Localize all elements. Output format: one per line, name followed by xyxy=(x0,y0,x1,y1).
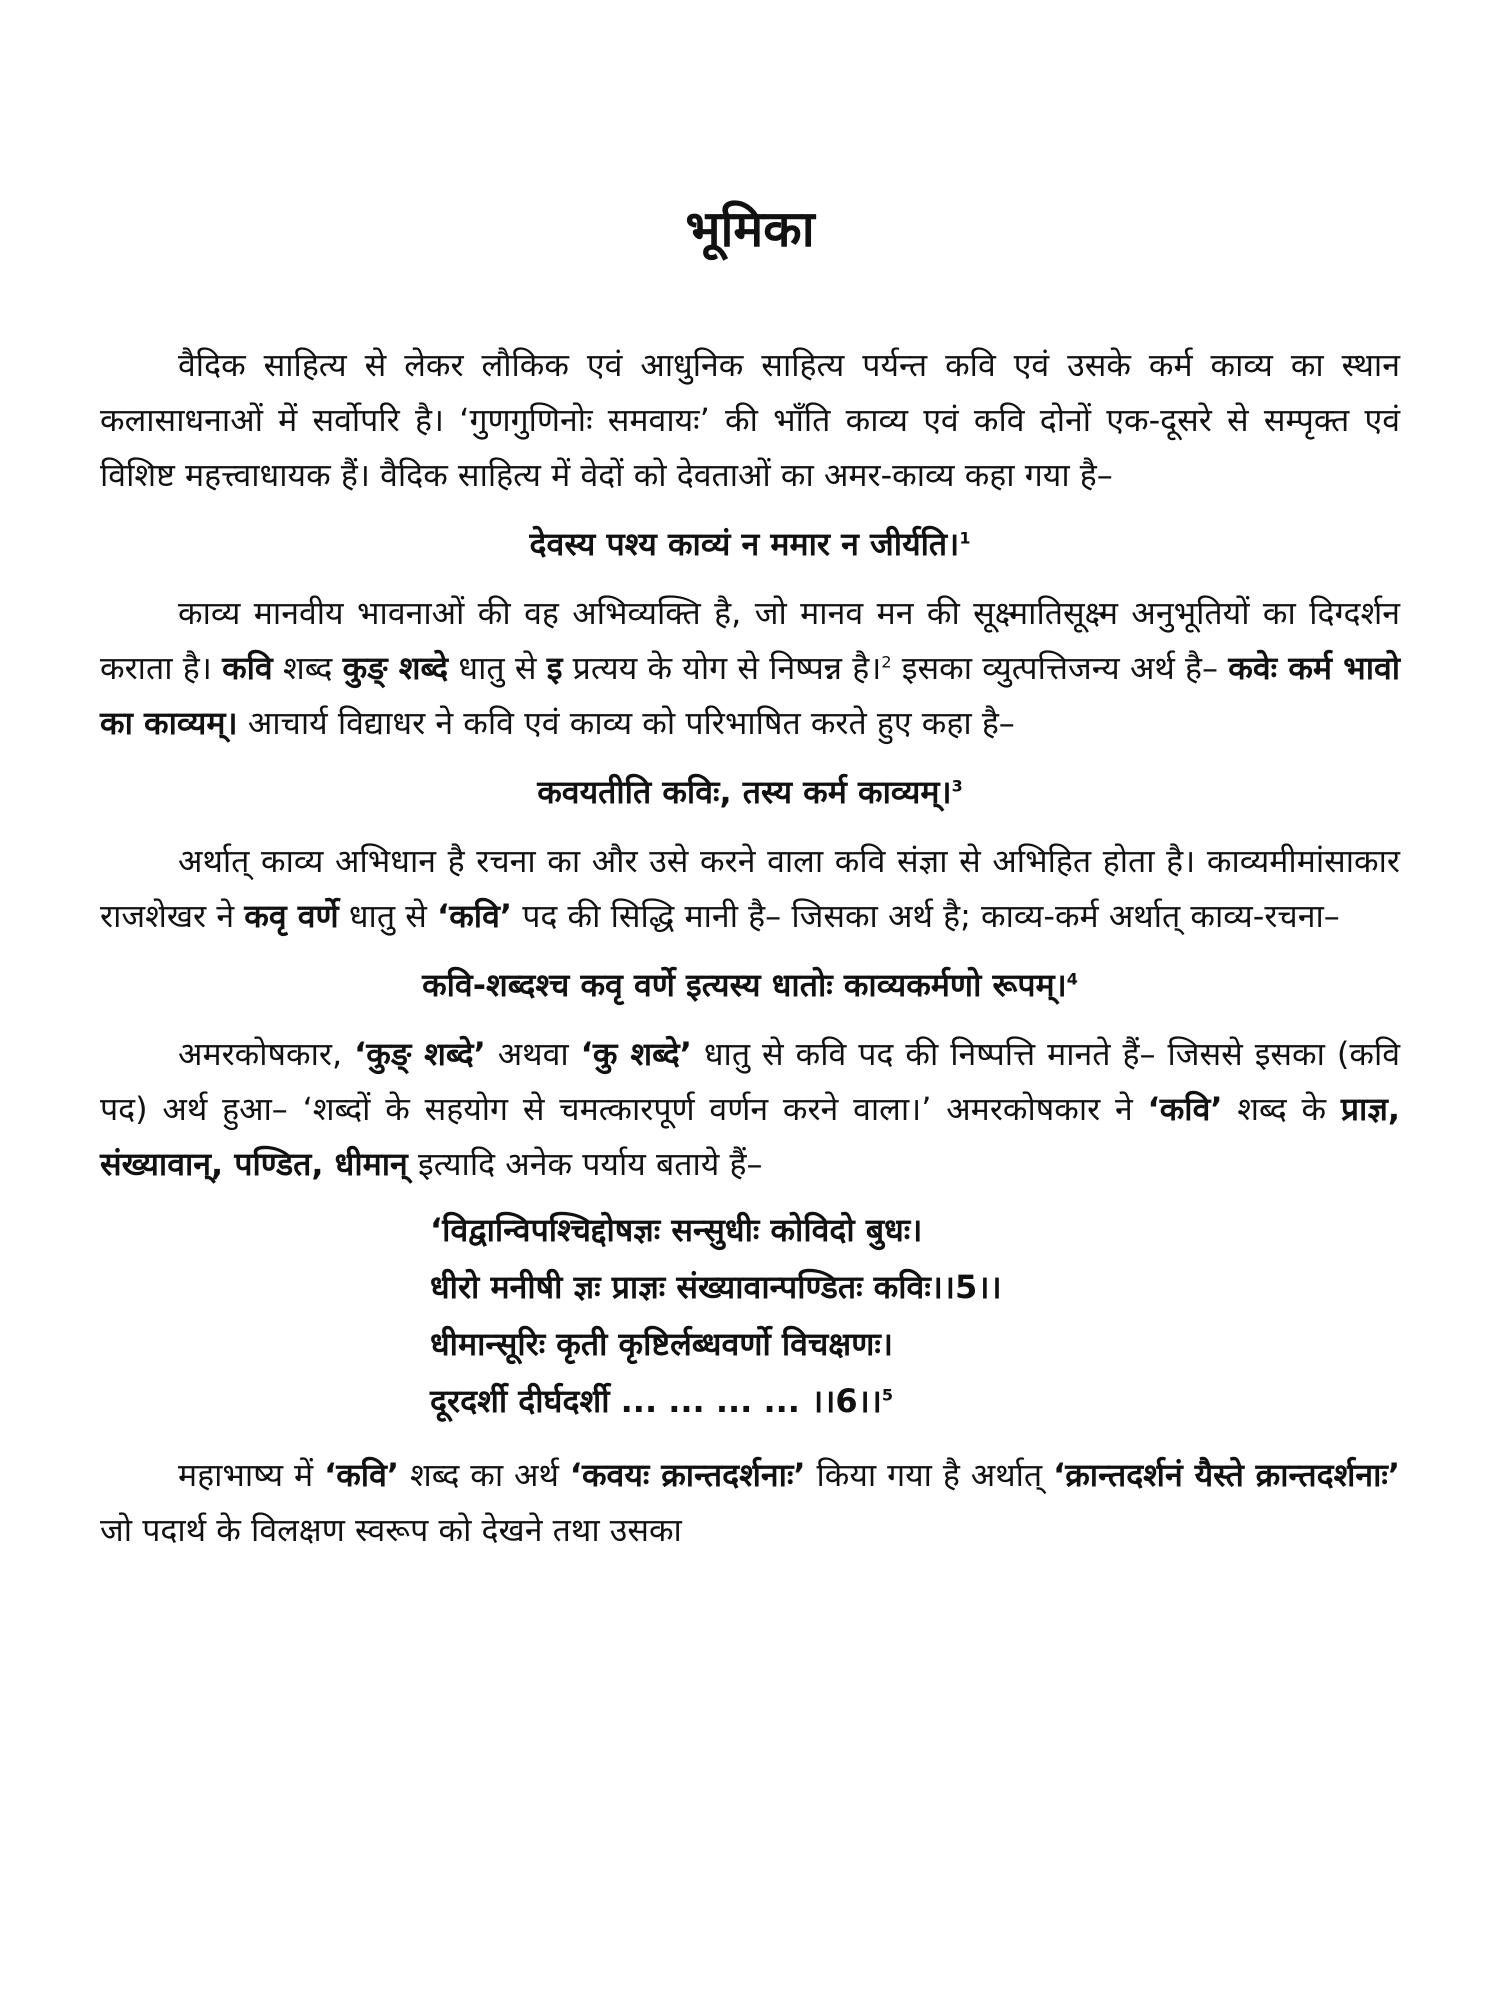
paragraph-5-text: महाभाष्य में xyxy=(178,1456,314,1494)
paragraph-1-text: वैदिक साहित्य से लेकर लौकिक एवं आधुनिक साहित्य पर्यन्त कवि एवं उसके कर्म काव्य का स्थान कलासाधनाओं में सर्वोपरि है। ‘गुणगुणिनोः समवायः’ की भाँति काव्य एवं कवि दोनों एक-दूसरे से सम्पृक्त एवं विशिष्ट महत्त्वाधायक हैं। वैदिक साहित्य में वेदों को देवताओं का अमर-काव्य कहा गया है– xyxy=(100,346,1400,494)
footnote-ref-5: 5 xyxy=(881,1385,893,1405)
paragraph-2-text: काव्य मानवीय भावनाओं की वह अभिव्यक्ति है, जो मानव मन की सूक्ष्मातिसूक्ष्म अनुभूतियों का दिग्दर्शन कराता है। xyxy=(100,594,1400,687)
verse-line-4-text: दूरदर्शी दीर्घदर्शी ... ... ... ... ।।6।। xyxy=(430,1382,882,1420)
paragraph-3 xyxy=(100,834,1400,944)
term-kavi: ‘कवि’ xyxy=(1147,1090,1223,1128)
paragraph-5-text: किया गया है अर्थात् xyxy=(816,1456,1043,1494)
term-kavri-varne: कवृ वर्णे xyxy=(244,897,339,935)
term-kavi: ‘कवि’ xyxy=(437,897,513,935)
paragraph-3-text: अर्थात् काव्य अभिधान है रचना का और उसे करने वाला कवि संज्ञा से अभिहित होता है। काव्यमीमांसाकार राजशेखर ने xyxy=(100,842,1400,935)
term-krantadarshanam: ‘क्रान्तदर्शनं यैस्ते क्रान्तदर्शनाः’ xyxy=(1053,1456,1401,1494)
term-kavayah: ‘कवयः क्रान्तदर्शनाः’ xyxy=(569,1456,806,1494)
footnote-ref-1: 1 xyxy=(959,528,971,548)
verse-line-3: धीमान्सूरिः कृती कृष्टिर्लब्धवर्णो विचक्षणः। xyxy=(430,1325,893,1363)
paragraph-4-text: अमरकोषकार, xyxy=(178,1035,343,1073)
term-ku-shabde: ‘कु शब्दे’ xyxy=(580,1035,692,1073)
paragraph-4-text: शब्द के xyxy=(1237,1090,1327,1128)
paragraph-2-text: इसका व्युत्पत्तिजन्य अर्थ है– xyxy=(901,649,1219,687)
footnote-ref-3: 3 xyxy=(951,776,963,796)
term-kaveh-karma: कवेः कर्म भावो का काव्यम्। xyxy=(100,649,1401,742)
quote-3 xyxy=(100,958,1400,1013)
paragraph-5 xyxy=(100,1448,1400,1558)
paragraph-1 xyxy=(100,338,1400,503)
quote-3-text: कवि-शब्दश्च कवृ वर्णे इत्यस्य धातोः काव्यकर्मणो रूपम्। xyxy=(422,966,1067,1004)
quote-1-text: देवस्य पश्य काव्यं न ममार न जीर्यति। xyxy=(529,525,960,563)
term-synonyms: प्राज्ञ, संख्यावान्, पण्डित, धीमान् xyxy=(100,1090,1401,1183)
paragraph-4 xyxy=(100,1027,1400,1192)
term-kavi: ‘कवि’ xyxy=(324,1456,400,1494)
verse-block xyxy=(100,1202,1400,1430)
paragraph-2 xyxy=(100,586,1400,751)
term-kavi: कवि xyxy=(222,649,273,687)
term-i: इ xyxy=(546,649,563,687)
footnote-ref-4: 4 xyxy=(1066,969,1078,989)
paragraph-5-text: शब्द का अर्थ xyxy=(409,1456,559,1494)
paragraph-2-text: प्रत्यय के योग से निष्पन्न है। xyxy=(572,649,882,687)
term-kung-shabde: ‘कुङ् शब्दे’ xyxy=(354,1035,486,1073)
paragraph-2-text: शब्द xyxy=(282,649,333,687)
paragraph-5-text: जो पदार्थ के विलक्षण स्वरूप को देखने तथा उसका xyxy=(100,1511,682,1549)
verse-line-4 xyxy=(100,1373,1400,1430)
paragraph-3-text: धातु से xyxy=(348,897,427,935)
paragraph-4-text: इत्यादि अनेक पर्याय बताये हैं– xyxy=(417,1145,763,1183)
paragraph-4-text: अथवा xyxy=(497,1035,569,1073)
quote-2-text: कवयतीति कविः, तस्य कर्म काव्यम्। xyxy=(537,773,952,811)
footnote-ref-2: 2 xyxy=(881,652,892,672)
paragraph-4-text: धातु से कवि पद की निष्पत्ति मानते हैं– जिससे इसका (कवि पद) अर्थ हुआ– ‘शब्दों के सहयोग से चमत्कारपूर्ण वर्णन करने वाला।’ अमरकोषकार ने xyxy=(100,1035,1401,1128)
quote-2 xyxy=(100,765,1400,820)
paragraph-3-text: पद की सिद्धि मानी है– जिसका अर्थ है; काव्य-कर्म अर्थात् काव्य-रचना– xyxy=(522,897,1340,935)
verse-line-1: ‘विद्वान्विपश्चिद्दोषज्ञः सन्सुधीः कोविदो बुधः। xyxy=(430,1211,923,1249)
paragraph-2-text: आचार्य विद्याधर ने कवि एवं काव्य को परिभाषित करते हुए कहा है– xyxy=(247,704,1015,742)
verse-line-2: धीरो मनीषी ज्ञः प्राज्ञः संख्यावान्पण्डितः कविः।।5।। xyxy=(430,1268,1002,1306)
term-kung-shabde: कुङ् शब्दे xyxy=(342,649,449,687)
paragraph-2-text: धातु से xyxy=(458,649,537,687)
quote-1 xyxy=(100,517,1400,572)
page-title: भूमिका xyxy=(685,200,815,258)
